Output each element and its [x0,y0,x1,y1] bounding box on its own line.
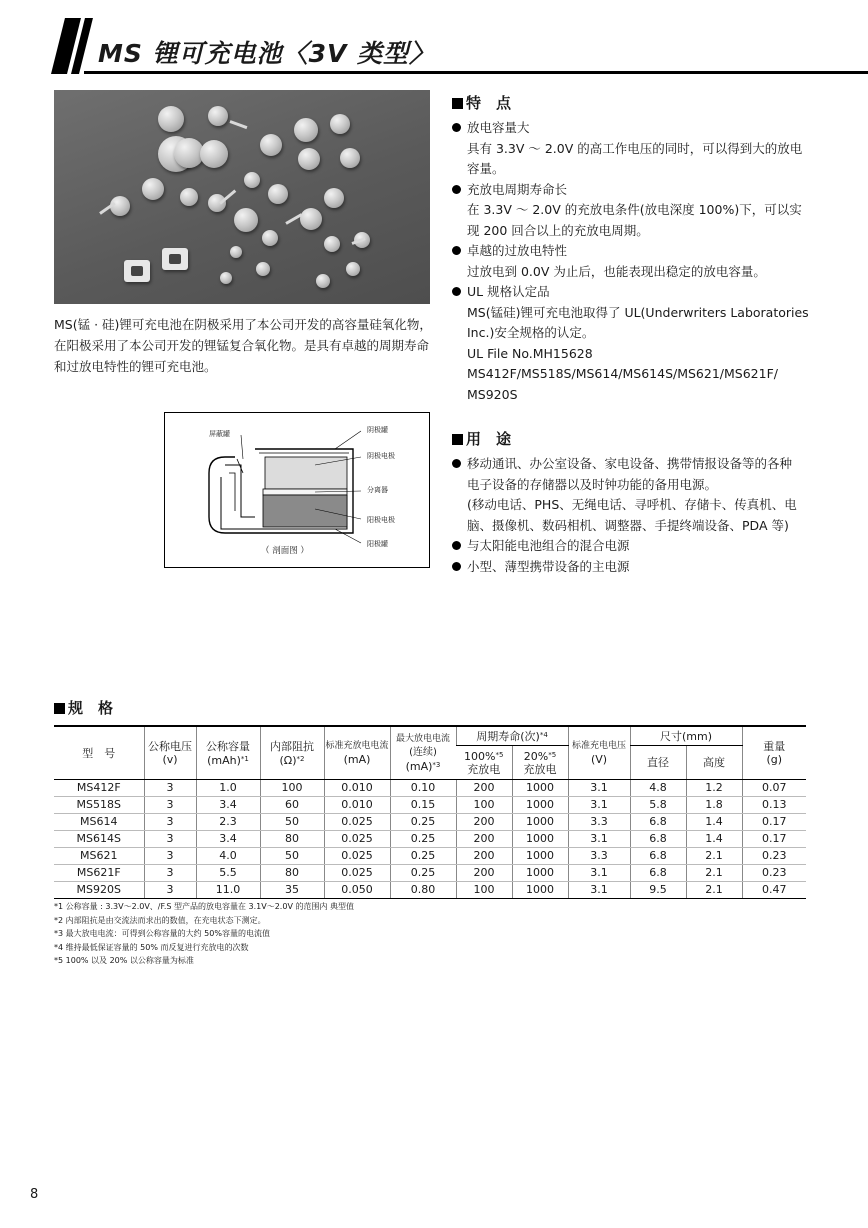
table-cell: 0.025 [324,865,390,882]
header-cycle-100-sub: 充放电 [467,763,501,777]
spec-table-body [54,780,806,899]
applications-heading [452,428,511,449]
header-resistance-unit: (Ω) [279,753,297,767]
table-cell: 0.15 [390,797,456,814]
header-max-current-sub: (连续) [409,747,437,758]
table-cell: 2.3 [196,814,260,831]
ul-model-list: MS412F/MS518S/MS614/MS614S/MS621/MS621F/ [467,366,778,381]
table-cell: 1000 [512,814,568,831]
table-cell: 1000 [512,831,568,848]
bullet-icon [452,541,461,550]
table-cell: 3 [144,831,196,848]
coin-cell [324,188,344,208]
table-cell: 3.1 [568,831,630,848]
footnote: *2 内部阻抗是由交流法而求出的数值，在充电状态下测定。 [54,915,266,925]
bullet-icon [452,287,461,296]
diagram-caption: （ 剖面图 ） [261,546,309,556]
application-item [452,536,812,557]
table-cell: 3 [144,814,196,831]
feature-title: 放电容量大 [467,120,530,135]
header-cycle-20-sub: 充放电 [523,763,557,777]
feature-item [452,241,812,282]
header-charge-voltage-label: 标准充电电压 [571,741,626,751]
table-cell: 11.0 [196,882,260,899]
ul-model-list: MS920S [467,386,518,402]
table-cell: 60 [260,797,324,814]
header-std-current [324,726,390,780]
ul-file-number: UL File No.MH15628 [467,345,593,361]
footnote: *3 最大放电电流：可得到公称容量的大约 50%容量的电流值 [54,929,270,938]
header-max-current-label: 最大放电电流 [395,734,450,744]
smd-cell [124,260,150,282]
footnote: *5 100% 以及 20% 以公称容量为标准 [54,956,194,965]
application-title: 小型、薄型携带设备的主电源 [467,558,630,574]
table-cell: 1000 [512,797,568,814]
table-cell: 3 [144,848,196,865]
feature-text: 在 3.3V 〜 2.0V 的充放电条件(放电深度 100%)下，可以实 [467,202,802,217]
header-std-current-unit: (mA) [343,753,371,766]
page-title: MS 锂可充电池〈3V 类型〉 [98,39,436,68]
table-cell: 0.010 [324,780,390,797]
feature-text: 容量。 [467,161,505,176]
header-voltage [144,726,196,780]
application-text: 电子设备的存储器以及时钟功能的备用电源。 [467,476,718,492]
table-cell: 100 [456,797,512,814]
table-cell: 3.1 [568,865,630,882]
table-cell: 35 [260,882,324,899]
footnote-ref: *3 [432,761,441,769]
feature-title: UL 规格认定品 [467,284,550,299]
square-bullet-icon [452,434,463,445]
table-cell: 3.3 [568,814,630,831]
specs-heading [54,697,113,718]
table-cell: 200 [456,848,512,865]
footnote-ref: *4 [539,731,548,740]
coin-cell [324,236,340,252]
table-cell: 6.8 [630,831,686,848]
header-resistance [260,726,324,780]
header-std-current-label: 标准充放电电流 [325,741,389,751]
table-cell: 100 [260,780,324,797]
header-cycle-20 [512,746,568,780]
table-cell: 0.47 [742,882,806,899]
model-cell: MS614 [54,814,144,831]
page-number: 8 [30,1187,39,1202]
header-dimension [630,726,742,746]
table-cell: 3.1 [568,797,630,814]
table-cell: 3.3 [568,848,630,865]
coin-cell [256,262,270,276]
feature-item [452,282,812,405]
header-cycle-label: 周期寿命(次) [476,730,540,744]
footnote-ref: *1 [240,754,249,763]
specs-heading-text: 规 格 [68,699,114,717]
product-photo [54,90,430,304]
header-model [54,726,144,780]
table-cell: 0.050 [324,882,390,899]
footnote: *4 维持最低保证容量的 50% 而反复进行充放电的次数 [54,942,249,952]
table-cell: 0.17 [742,831,806,848]
table-cell: 3.1 [568,780,630,797]
table-cell: 0.13 [742,797,806,814]
feature-text: MS(锰硅)锂可充电池取得了 UL(Underwriters Laboratories [467,304,809,320]
coin-cell [230,246,242,258]
feature-text: 现 200 回合以上的充放电周期。 [467,222,649,238]
table-cell: 50 [260,814,324,831]
header-max-current-unit: (mA) [405,760,433,773]
table-cell: 3.4 [196,797,260,814]
coin-cell [158,106,184,132]
feature-title: 充放电周期寿命长 [467,181,568,197]
table-cell: 100 [456,882,512,899]
coin-cell [200,140,228,168]
label-cathode-electrode: 阴极电极 [367,452,395,460]
application-item [452,557,812,578]
header-charge-voltage [568,726,630,780]
coin-cell [330,114,350,134]
table-cell: 0.25 [390,865,456,882]
header-diameter [630,746,686,780]
spec-table [54,725,806,899]
header-capacity-label: 公称容量 [206,739,250,753]
features-heading [452,92,511,113]
feature-text: 具有 3.3V 〜 2.0V 的高工作电压的同时，可以得到大的放电 [467,140,803,156]
solder-tab [229,120,247,129]
table-cell: 4.0 [196,848,260,865]
coin-cell [142,178,164,200]
header-height [686,746,742,780]
table-cell: 0.23 [742,865,806,882]
coin-cell [298,148,320,170]
coin-cell [208,106,228,126]
model-cell: MS412F [54,780,144,797]
footnote-ref: *5 [548,751,557,760]
features-list [452,118,812,405]
label-anode-can: 阳极罐 [367,540,388,548]
header-capacity-unit: (mAh) [207,753,241,767]
bullet-icon [452,185,461,194]
coin-cell [180,188,198,206]
label-cathode-can: 阴极罐 [367,426,388,434]
table-cell: 3 [144,780,196,797]
table-cell: 9.5 [630,882,686,899]
bullet-icon [452,246,461,255]
table-cell: 0.025 [324,848,390,865]
coin-cell [340,148,360,168]
header-cycle-100-label: 100% [464,750,496,764]
coin-cell [262,230,278,246]
table-cell: 0.25 [390,848,456,865]
header-max-current [390,726,456,780]
table-cell: 3 [144,882,196,899]
table-cell: 0.80 [390,882,456,899]
header-capacity [196,726,260,780]
table-cell: 0.23 [742,848,806,865]
footnote-ref: *2 [296,754,305,763]
table-cell: 0.25 [390,814,456,831]
table-row [54,882,806,899]
table-cell: 5.8 [630,797,686,814]
bullet-icon [452,459,461,468]
coin-cell [268,184,288,204]
table-cell: 200 [456,831,512,848]
coin-cell [346,262,360,276]
header-cycle-life [456,726,568,746]
table-cell: 3.4 [196,831,260,848]
model-cell: MS621 [54,848,144,865]
coin-cell [208,194,226,212]
table-cell: 0.17 [742,814,806,831]
table-row [54,848,806,865]
header-diameter-label: 直径 [647,756,669,770]
table-cell: 4.8 [630,780,686,797]
table-cell: 2.1 [686,848,742,865]
header-cycle-100 [456,746,512,780]
table-cell: 200 [456,814,512,831]
table-cell: 0.025 [324,814,390,831]
features-heading-text: 特 点 [466,94,512,112]
application-item [452,454,812,536]
header-model-text: 型 号 [82,746,116,760]
square-bullet-icon [452,98,463,109]
table-cell: 3 [144,865,196,882]
application-title: 与太阳能电池组合的混合电源 [467,538,630,553]
table-cell: 2.1 [686,865,742,882]
label-shield: 屏蔽罐 [209,430,230,438]
coin-cell [220,272,232,284]
table-cell: 2.1 [686,882,742,899]
table-cell: 3.1 [568,882,630,899]
model-cell: MS621F [54,865,144,882]
table-cell: 1.2 [686,780,742,797]
table-cell: 0.025 [324,831,390,848]
table-cell: 80 [260,831,324,848]
table-row [54,780,806,797]
model-cell: MS518S [54,797,144,814]
footnotes [54,900,354,968]
table-cell: 3 [144,797,196,814]
cross-section-diagram [164,412,430,568]
header-height-label: 高度 [703,756,725,770]
square-bullet-icon [54,703,65,714]
coin-cell [300,208,322,230]
model-cell: MS920S [54,882,144,899]
feature-item [452,180,812,242]
table-cell: 1000 [512,882,568,899]
applications-list [452,454,812,577]
table-cell: 5.5 [196,865,260,882]
table-cell: 50 [260,848,324,865]
table-cell: 1.4 [686,831,742,848]
applications-heading-text: 用 途 [466,430,512,448]
feature-title: 卓越的过放电特性 [467,243,568,258]
header-weight-unit: (g) [766,753,783,766]
table-cell: 1.4 [686,814,742,831]
table-cell: 1.8 [686,797,742,814]
table-row [54,814,806,831]
application-text: 脑、摄像机、数码相机、调整器、手提终端设备、PDA 等) [467,517,789,533]
footnote-ref: *5 [495,751,504,760]
header-charge-voltage-unit: (V) [590,753,608,766]
smd-cell [162,248,188,270]
label-separator: 分离器 [367,486,388,494]
table-cell: 1000 [512,780,568,797]
bullet-icon [452,562,461,571]
footnote: *1 公称容量 : 3.3V〜2.0V、/F.S 型产品的放电容量在 3.1V〜2.0V 的范围内 典型值 [54,902,354,911]
table-cell: 0.010 [324,797,390,814]
table-row [54,831,806,848]
coin-cell [244,172,260,188]
header-voltage-unit: (v) [162,753,178,766]
header-resistance-label: 内部阻抗 [270,739,314,753]
header-weight-label: 重量 [763,740,786,753]
coin-cell [316,274,330,288]
feature-text: Inc.)安全规格的认定。 [467,325,595,340]
feature-item [452,118,812,180]
intro-paragraph: MS(锰 · 硅)锂可充电池在阴极采用了本公司开发的高容量硅氧化物，在阳极采用了本公司开发的锂锰复合氧化物。是具有卓越的周期寿命和过放电特性的锂可充电池。 [54,317,432,374]
table-cell: 1000 [512,865,568,882]
coin-cell [234,208,258,232]
table-cell: 0.07 [742,780,806,797]
table-cell: 6.8 [630,865,686,882]
header-dimension-label: 尺寸(mm) [659,729,712,743]
label-anode-electrode: 阳极电极 [367,516,395,524]
table-cell: 1.0 [196,780,260,797]
table-cell: 200 [456,865,512,882]
model-cell: MS614S [54,831,144,848]
table-cell: 80 [260,865,324,882]
header-rule [84,71,868,74]
application-title: 移动通讯、办公室设备、家电设备、携带情报设备等的各种 [467,456,793,471]
table-cell: 1000 [512,848,568,865]
header-voltage-label: 公称电压 [148,740,192,753]
table-cell: 6.8 [630,814,686,831]
application-text: (移动电话、PHS、无绳电话、寻呼机、存储卡、传真机、电 [467,497,797,512]
coin-cell [260,134,282,156]
header-cycle-20-label: 20% [523,750,549,764]
table-row [54,797,806,814]
table-row [54,865,806,882]
header-weight [742,726,806,780]
bullet-icon [452,123,461,132]
feature-text: 过放电到 0.0V 为止后，也能表现出稳定的放电容量。 [467,263,766,279]
table-cell: 0.10 [390,780,456,797]
coin-cell [294,118,318,142]
table-cell: 200 [456,780,512,797]
table-cell: 6.8 [630,848,686,865]
table-cell: 0.25 [390,831,456,848]
